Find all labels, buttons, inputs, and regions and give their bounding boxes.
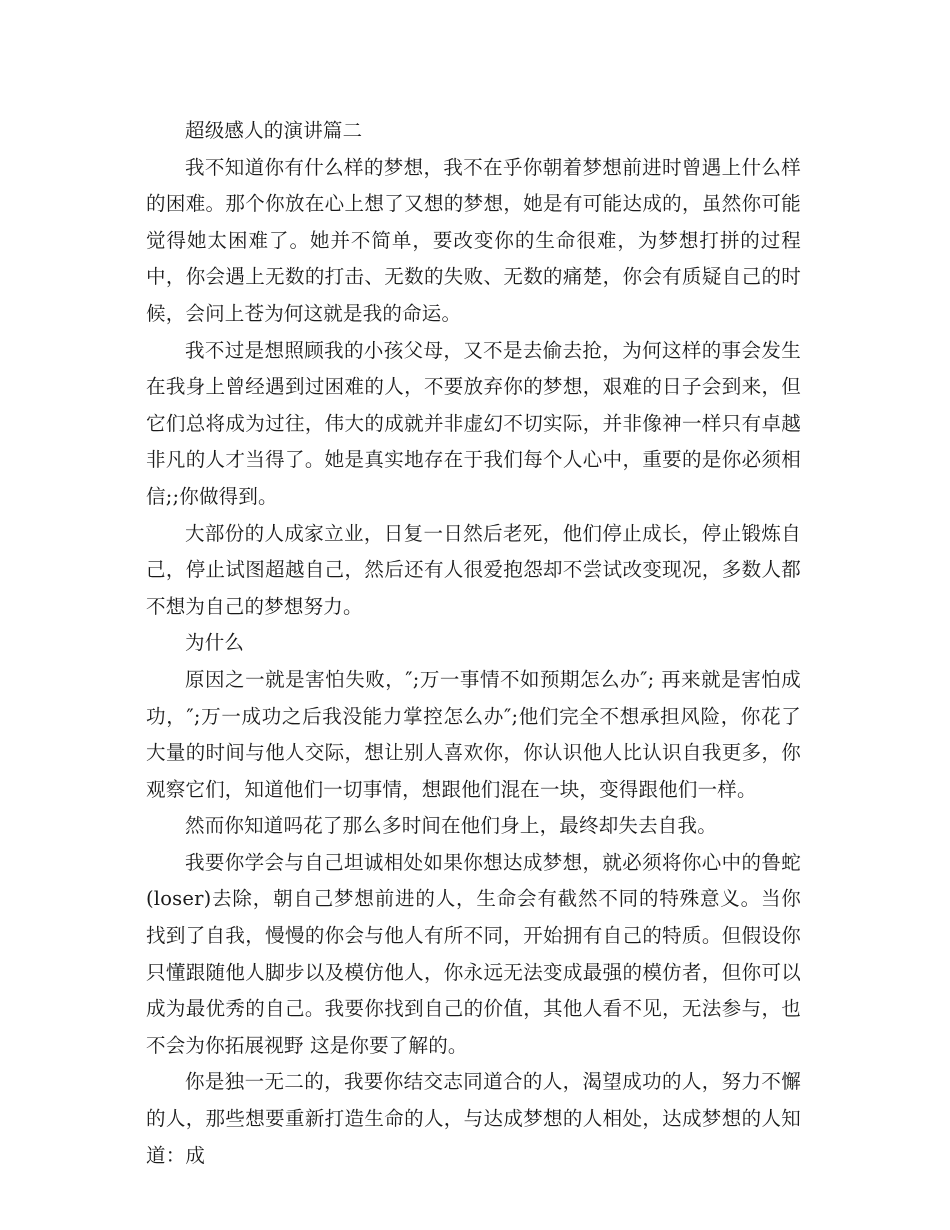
paragraph: 大部份的人成家立业，日复一日然后老死，他们停止成长，停止锻炼自己，停止试图超越自己，然后还有人很爱抱怨却不尝试改变现况，多数人都不想为自己的梦想努力。 [146,521,801,618]
paragraph: 为什么 [185,631,245,655]
paragraph: 我要你学会与自己坦诚相处如果你想达成梦想，就必须将你心中的鲁蛇(loser)去除，朝自己梦想前进的人，生命会有截然不同的特殊意义。当你找到了自我，慢慢的你会与他人有所不同，开始拥有自己的特质。但假设你只懂跟随他人脚步以及模仿他人，你永远无法变成最强的模仿者，但你可以成为最优秀的自己。我要你找到自己的价值，其他人看不见，无法参与，也不会为你拓展视野 这是你要了解的。 [146,850,801,1057]
document-body [146,113,801,1174]
paragraph: 我不知道你有什么样的梦想，我不在乎你朝着梦想前进时曾遇上什么样的困难。那个你放在心上想了又想的梦想，她是有可能达成的，虽然你可能觉得她太困难了。她并不简单，要改变你的生命很难，为梦想打拼的过程中，你会遇上无数的打击、无数的失败、无数的痛楚，你会有质疑自己的时候，会问上苍为何这就是我的命运。 [146,155,801,325]
paragraph: 你是独一无二的，我要你结交志同道合的人，渴望成功的人，努力不懈的人，那些想要重新打造生命的人，与达成梦想的人相处，达成梦想的人知道：成 [146,1070,801,1167]
document-title: 超级感人的演讲篇二 [185,119,363,142]
paragraph: 原因之一就是害怕失败，″;万一事情不如预期怎么办″; 再来就是害怕成功，″;万一成功之后我没能力掌控怎么办″;他们完全不想承担风险，你花了大量的时间与他人交际，想让别人喜欢你，你认识他人比认识自我更多，你观察它们，知道他们一切事情，想跟他们混在一块，变得跟他们一样。 [146,667,801,801]
paragraph: 我不过是想照顾我的小孩父母，又不是去偷去抢，为何这样的事会发生在我身上曾经遇到过困难的人，不要放弃你的梦想，艰难的日子会到来，但它们总将成为过往，伟大的成就并非虚幻不切实际，并非像神一样只有卓越非凡的人才当得了。她是真实地存在于我们每个人心中，重要的是你必须相信;;你做得到。 [146,338,801,508]
paragraph: 然而你知道吗花了那么多时间在他们身上，最终却失去自我。 [185,814,717,838]
